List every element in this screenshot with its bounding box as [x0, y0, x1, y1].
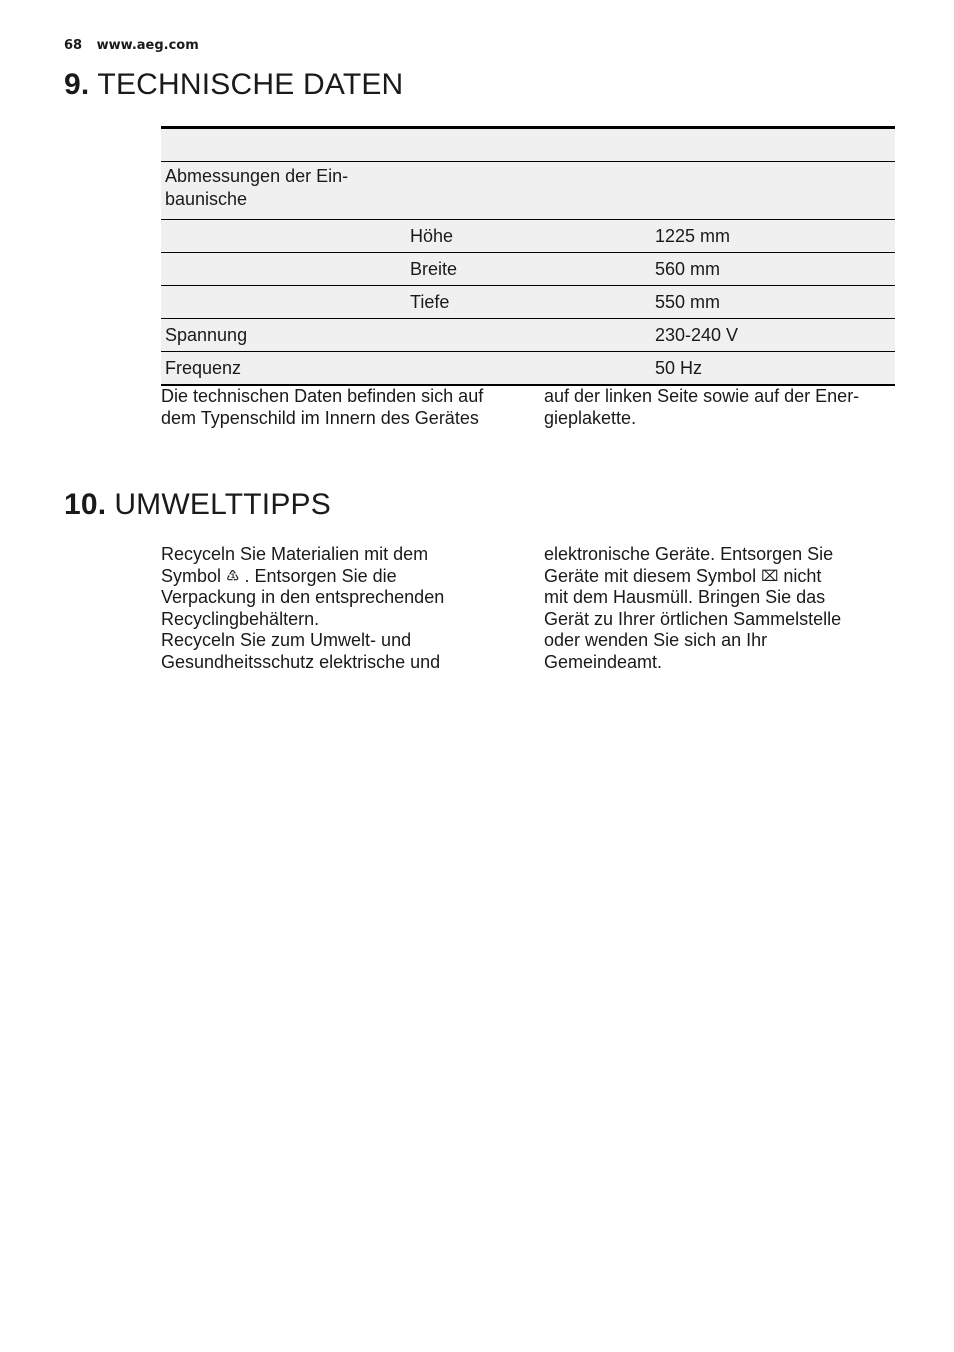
section-title: TECHNISCHE DATEN — [97, 68, 404, 101]
row-label: Frequenz — [161, 352, 406, 386]
page-header — [64, 38, 199, 53]
row-value: 1225 mm — [651, 220, 895, 253]
row-value: 550 mm — [651, 286, 895, 319]
row-sublabel: Breite — [406, 253, 651, 286]
row-label — [161, 253, 406, 286]
technical-note-right: auf der linken Seite sowie auf der Ener- gieplakette. — [544, 386, 860, 428]
table-row — [161, 253, 895, 286]
row-sublabel — [406, 319, 651, 352]
row-sublabel: Tiefe — [406, 286, 651, 319]
section-9-heading — [64, 68, 403, 102]
section-number: 10. — [64, 488, 107, 521]
table-row — [161, 319, 895, 352]
dimensions-label: Abmessungen der Ein- baunische — [161, 162, 895, 220]
page-number: 68 — [64, 38, 83, 53]
table-row — [161, 286, 895, 319]
website-link[interactable]: www.aeg.com — [96, 38, 199, 53]
table-row — [161, 162, 895, 220]
section-title: UMWELTTIPPS — [114, 488, 331, 521]
environment-text-right: elektronische Geräte. Entsorgen Sie Geräte mit diesem Symbol ⌧ nicht mit dem Hausmüll. Bringen Sie das Gerät zu Ihrer örtlichen Sammelstelle oder wenden Sie sich an Ihr Gemeindeamt. — [544, 544, 842, 672]
section-number: 9. — [64, 68, 90, 101]
table-row — [161, 220, 895, 253]
table-row — [161, 352, 895, 386]
row-value: 50 Hz — [651, 352, 895, 386]
section-10-heading — [64, 488, 331, 522]
row-sublabel — [406, 352, 651, 386]
technical-note-left: Die technischen Daten befinden sich auf dem Typenschild im Innern des Gerätes — [161, 386, 484, 428]
row-label — [161, 220, 406, 253]
technical-data-table — [161, 126, 895, 386]
row-value: 230-240 V — [651, 319, 895, 352]
recycle-icon: ♳ — [226, 567, 240, 585]
crossed-bin-icon: ⌧ — [761, 567, 779, 585]
environment-text-left: Recyceln Sie Materialien mit dem Symbol ♳ . Entsorgen Sie die Verpackung in den entsprechenden Recyclingbehältern. Recyceln Sie zum Umwelt- und Gesundheitsschutz elektrische und — [161, 544, 445, 672]
table-header-row — [161, 128, 895, 162]
row-label — [161, 286, 406, 319]
row-label: Spannung — [161, 319, 406, 352]
row-value: 560 mm — [651, 253, 895, 286]
row-sublabel: Höhe — [406, 220, 651, 253]
